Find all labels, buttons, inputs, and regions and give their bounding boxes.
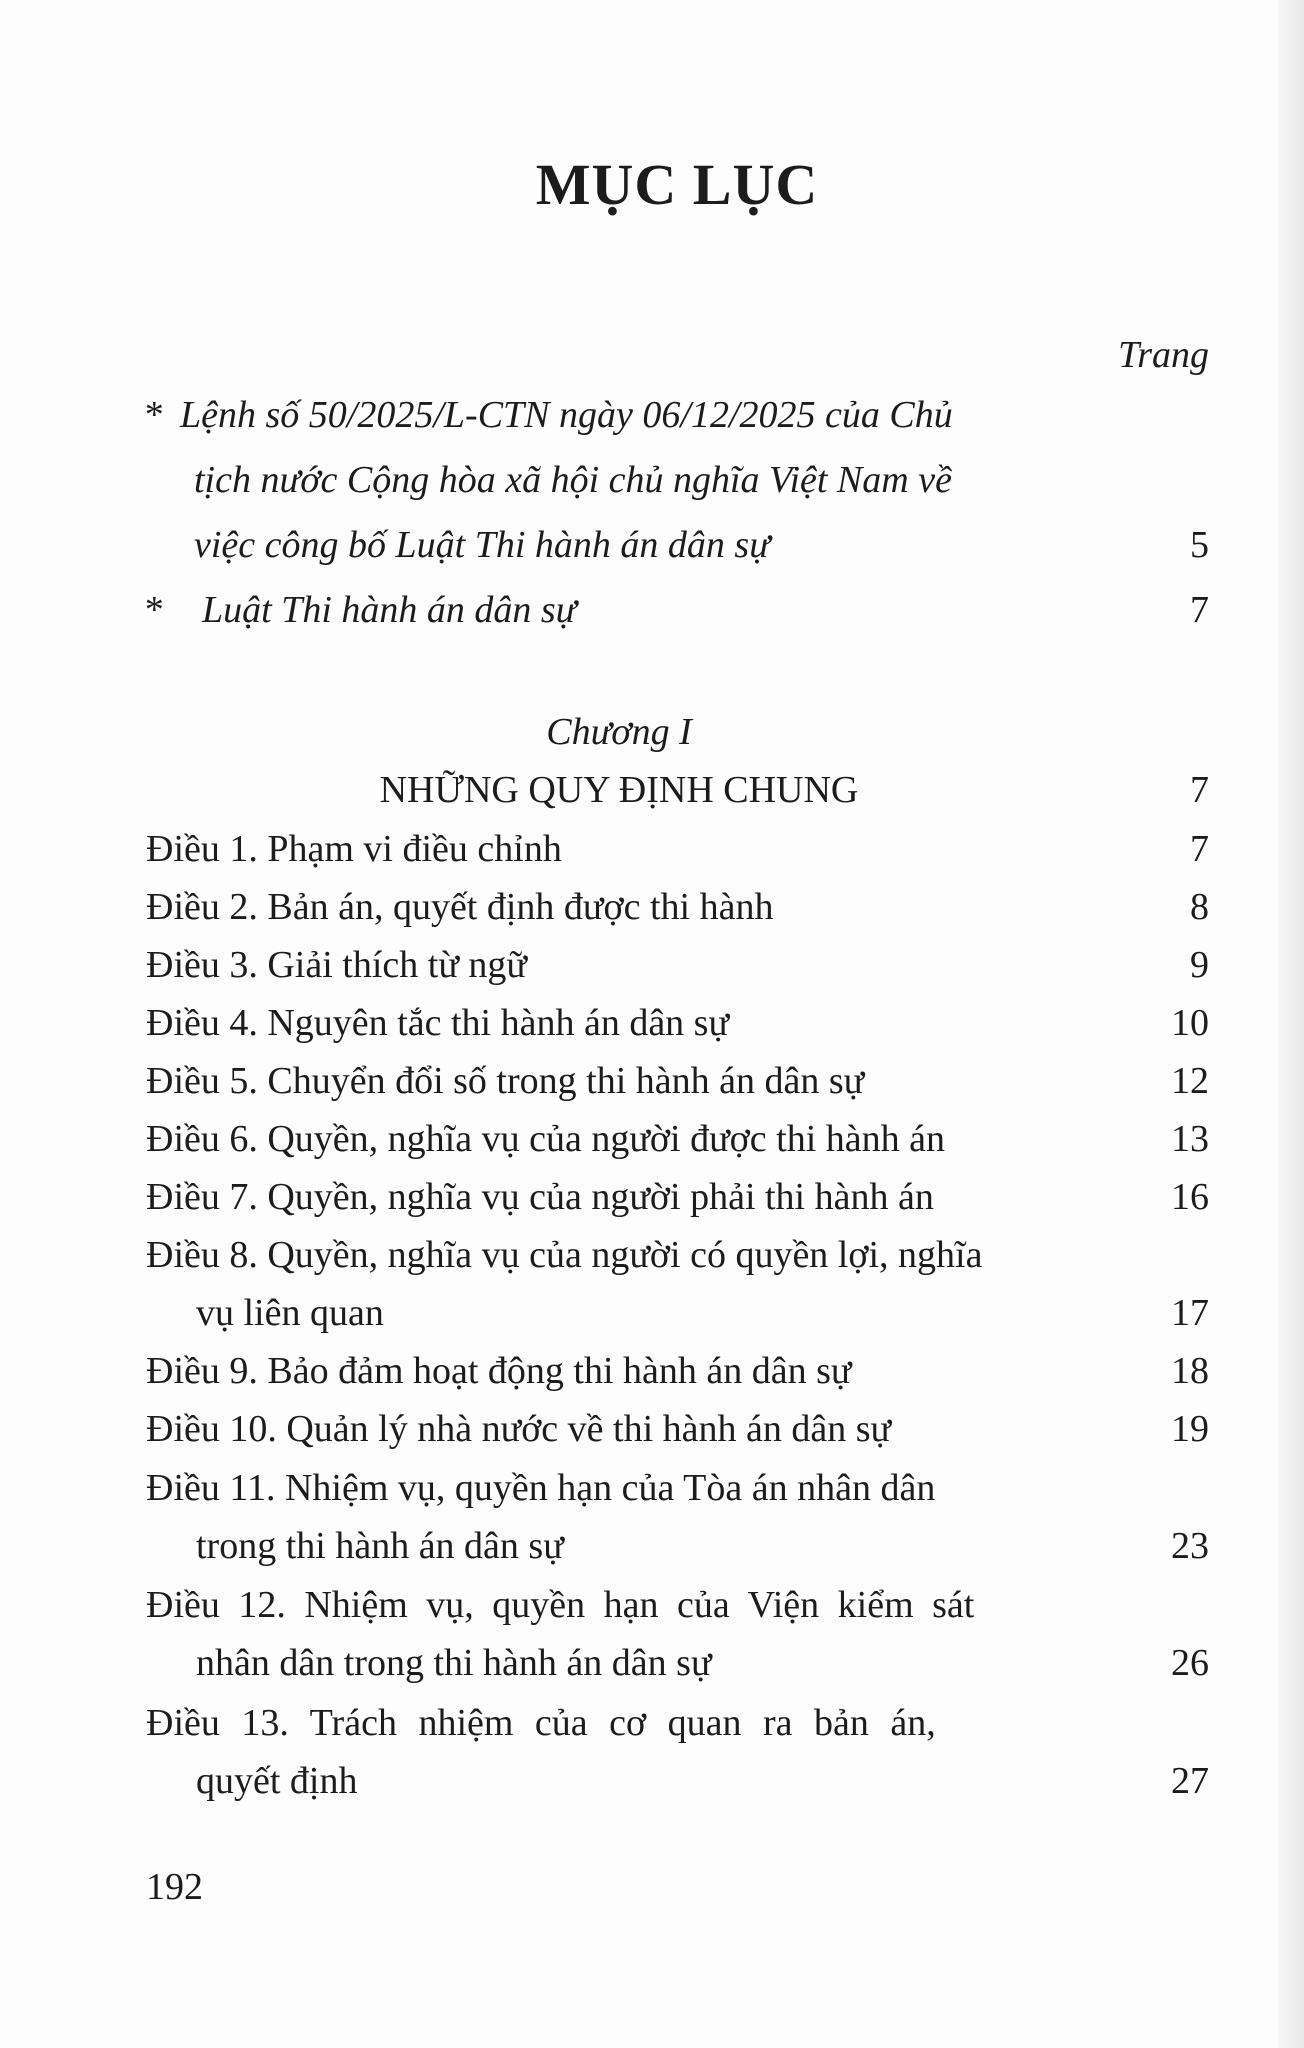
chapter-label: Chương I [546, 711, 692, 753]
article-line: trong thi hành án dân sự [196, 1525, 564, 1567]
folio-page-number: 192 [146, 1866, 203, 1908]
article-line: Điều 2. Bản án, quyết định được thi hành [146, 886, 774, 928]
entry-page-number: 5 [1190, 524, 1209, 566]
article-line: Điều 6. Quyền, nghĩa vụ của người được thi hành án [146, 1118, 945, 1160]
article-line: Điều 8. Quyền, nghĩa vụ của người có quyền lợi, nghĩa [146, 1234, 983, 1276]
article-page-number: 13 [1171, 1118, 1209, 1160]
article-page-number: 18 [1171, 1350, 1209, 1392]
page-title: MỤC LỤC [535, 152, 819, 217]
article-page-number: 8 [1190, 886, 1209, 928]
chapter-heading: NHỮNG QUY ĐỊNH CHUNG [379, 769, 859, 811]
entry-line: tịch nước Cộng hòa xã hội chủ nghĩa Việt Nam về [194, 459, 952, 501]
entry-page-number: 7 [1190, 589, 1209, 631]
entry-line: Lệnh số 50/2025/L-CTN ngày 06/12/2025 của Chủ [180, 394, 953, 436]
page-edge-shadow [1278, 0, 1304, 2048]
entry-bullet: * [143, 394, 162, 436]
article-line: vụ liên quan [196, 1292, 384, 1334]
article-line: Điều 3. Giải thích từ ngữ [146, 944, 528, 986]
article-line: Điều 7. Quyền, nghĩa vụ của người phải thi hành án [146, 1176, 934, 1218]
article-line: Điều 10. Quản lý nhà nước về thi hành án dân sự [146, 1408, 892, 1450]
article-line: Điều 1. Phạm vi điều chỉnh [146, 828, 562, 870]
article-page-number: 7 [1190, 828, 1209, 870]
article-page-number: 26 [1171, 1642, 1209, 1684]
article-page-number: 27 [1171, 1760, 1209, 1802]
article-line: Điều 12. Nhiệm vụ, quyền hạn của Viện kiểm sát [146, 1584, 975, 1626]
page-column-label: Trang [1118, 334, 1209, 376]
article-line: quyết định [196, 1760, 358, 1802]
article-line: Điều 13. Trách nhiệm của cơ quan ra bản án, [146, 1702, 936, 1744]
article-page-number: 17 [1171, 1292, 1209, 1334]
article-line: Điều 5. Chuyển đổi số trong thi hành án dân sự [146, 1060, 865, 1102]
entry-line: việc công bố Luật Thi hành án dân sự [194, 524, 770, 566]
article-page-number: 16 [1171, 1176, 1209, 1218]
article-page-number: 23 [1171, 1525, 1209, 1567]
entry-line: Luật Thi hành án dân sự [202, 589, 577, 631]
article-line: Điều 4. Nguyên tắc thi hành án dân sự [146, 1002, 730, 1044]
chapter-page-number: 7 [1190, 769, 1209, 811]
article-line: nhân dân trong thi hành án dân sự [196, 1642, 712, 1684]
article-page-number: 19 [1171, 1408, 1209, 1450]
article-page-number: 9 [1190, 944, 1209, 986]
article-page-number: 10 [1171, 1002, 1209, 1044]
entry-bullet: * [143, 589, 162, 631]
article-page-number: 12 [1171, 1060, 1209, 1102]
article-line: Điều 11. Nhiệm vụ, quyền hạn của Tòa án nhân dân [146, 1467, 936, 1509]
article-line: Điều 9. Bảo đảm hoạt động thi hành án dân sự [146, 1350, 852, 1392]
